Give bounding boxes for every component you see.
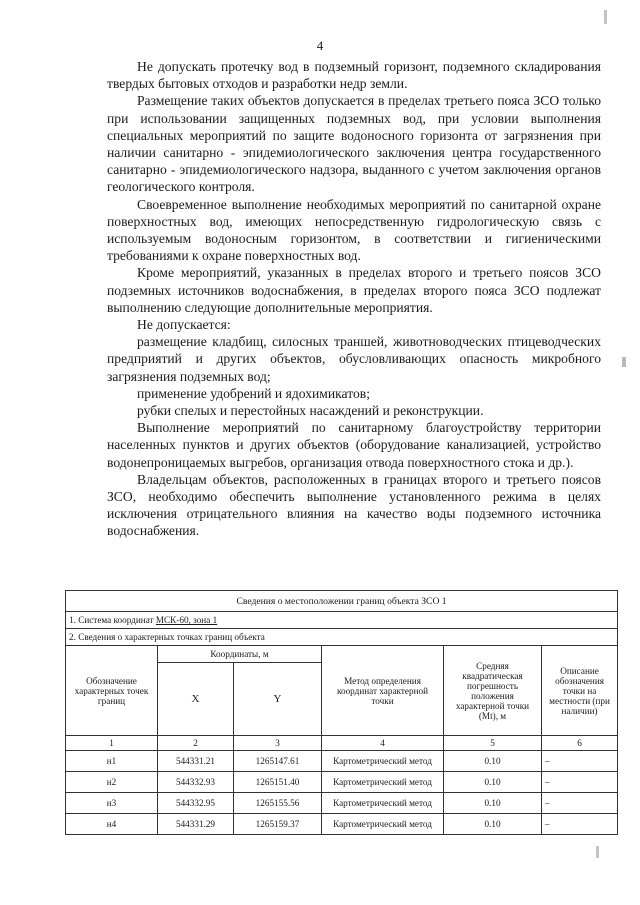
point-error: 0.10 xyxy=(444,772,542,793)
header-coords: Координаты, м xyxy=(158,646,322,663)
paragraph: Не допускается: xyxy=(137,317,231,333)
paragraph: Кроме мероприятий, указанных в пределах второго и третьего поясов ЗСО подземных источников водоснабжения, в пределах второго пояса ЗСО подлежат выполнению следующие дополнительные мероприятия. xyxy=(107,265,601,315)
table-row xyxy=(66,751,618,772)
header-designation: Обозначение характерных точек границ xyxy=(66,646,158,736)
col-number: 5 xyxy=(444,736,542,751)
coordinate-system-value: МСК-60, зона 1 xyxy=(155,615,218,625)
table-row xyxy=(66,814,618,835)
body-text xyxy=(107,58,601,540)
col-number: 2 xyxy=(158,736,234,751)
point-description: – xyxy=(542,772,618,793)
point-x: 544332.93 xyxy=(158,772,234,793)
page-number: 4 xyxy=(316,38,324,53)
paragraph: Не допускать протечку вод в подземный горизонт, подземного складирования твердых бытовых отходов и разработки недр земли. xyxy=(107,59,601,92)
col-number: 6 xyxy=(542,736,618,751)
point-description: – xyxy=(542,751,618,772)
point-y: 1265147.61 xyxy=(234,751,322,772)
point-y: 1265155.56 xyxy=(234,793,322,814)
point-method: Картометрический метод xyxy=(322,814,444,835)
coordinate-system xyxy=(66,612,618,629)
point-id: н1 xyxy=(66,751,158,772)
header-description: Описание обозначения точки на местности (при наличии) xyxy=(542,646,618,736)
scan-speck xyxy=(622,357,626,367)
header-method: Метод определения координат характерной точки xyxy=(322,646,444,736)
table-title: Сведения о местоположении границ объекта ЗСО 1 xyxy=(66,591,618,612)
header-error: Средняя квадратическая погрешность положения характерной точки (Мt), м xyxy=(444,646,542,736)
paragraph: Размещение таких объектов допускается в пределах третьего пояса ЗСО только при использовании защищенных подземных вод, при условии выполнения специальных мероприятий по защите водоносного горизонта от загрязнения при наличии санитарно - эпидемиологического заключения центра государственного санитарно - эпидемиологического надзора, выданного с учетом заключения органов геологического контроля. xyxy=(107,93,601,195)
col-number: 3 xyxy=(234,736,322,751)
paragraph: Владельцам объектов, расположенных в границах второго и третьего поясов ЗСО, необходимо обеспечить выполнение установленного режима в целях исключения отрицательного влияния на качество воды подземного источника водоснабжения. xyxy=(107,471,601,539)
header-x: X xyxy=(158,663,234,736)
points-section-title: 2. Сведения о характерных точках границ объекта xyxy=(66,629,618,646)
point-error: 0.10 xyxy=(444,793,542,814)
table-row xyxy=(66,772,618,793)
point-x: 544331.29 xyxy=(158,814,234,835)
point-id: н2 xyxy=(66,772,158,793)
paragraph: Выполнение мероприятий по санитарному благоустройству территории населенных пунктов и других объектов (оборудование канализацией, устройство водонепроницаемых выгребов, организация отвода поверхностного стока и др.). xyxy=(107,420,601,470)
point-method: Картометрический метод xyxy=(322,751,444,772)
point-error: 0.10 xyxy=(444,751,542,772)
col-number: 4 xyxy=(322,736,444,751)
point-method: Картометрический метод xyxy=(322,793,444,814)
point-x: 544332.95 xyxy=(158,793,234,814)
paragraph: размещение кладбищ, силосных траншей, животноводческих птицеводческих предприятий и других объектов, обусловливающих опасность микробного загрязнения подземных вод; xyxy=(107,334,601,384)
point-description: – xyxy=(542,814,618,835)
point-id: н4 xyxy=(66,814,158,835)
col-number: 1 xyxy=(66,736,158,751)
table-row xyxy=(66,793,618,814)
point-x: 544331.21 xyxy=(158,751,234,772)
boundary-table xyxy=(65,590,618,835)
paragraph: рубки спелых и перестойных насаждений и реконструкции. xyxy=(137,403,484,419)
point-y: 1265159.37 xyxy=(234,814,322,835)
point-y: 1265151.40 xyxy=(234,772,322,793)
paragraph: применение удобрений и ядохимикатов; xyxy=(137,385,370,401)
scan-speck xyxy=(604,10,607,24)
coordinate-system-label: 1. Система координат xyxy=(69,615,156,625)
point-description: – xyxy=(542,793,618,814)
header-y: Y xyxy=(234,663,322,736)
point-id: н3 xyxy=(66,793,158,814)
point-error: 0.10 xyxy=(444,814,542,835)
point-method: Картометрический метод xyxy=(322,772,444,793)
scan-speck xyxy=(596,846,599,858)
paragraph: Своевременное выполнение необходимых мероприятий по санитарной охране поверхностных вод, имеющих непосредственную гидрологическую связь с используемым водоносным горизонтом, в соответствии и гигиеническими требованиями к охране поверхностных вод. xyxy=(107,196,601,264)
